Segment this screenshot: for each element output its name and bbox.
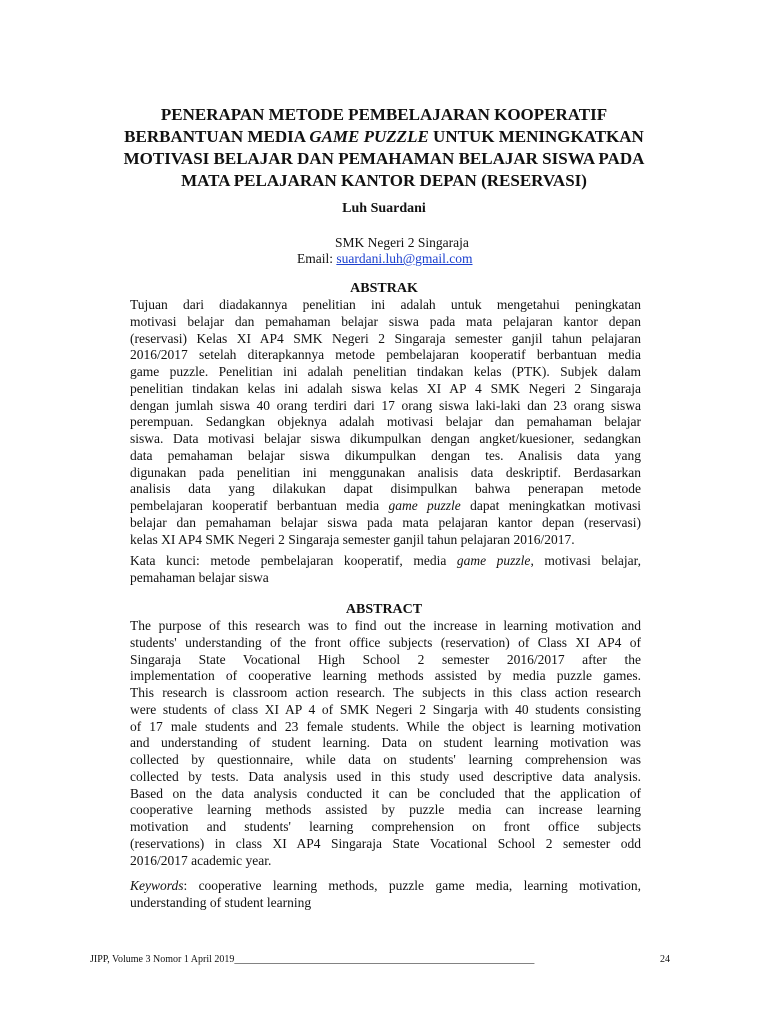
title-line (90, 148, 678, 170)
text-line: cooperative learning methods assisted by puzzle media can increase learning (130, 802, 641, 818)
title-text: UNTUK MENINGKATKAN (428, 127, 644, 146)
text-line: Singaraja State Vocational High School 2 semester 2016/2017 after the (130, 651, 641, 667)
text-line: understanding of student learning (130, 894, 312, 910)
email-line (297, 250, 473, 267)
text-line: (reservasi) Kelas XI AP4 SMK Negeri 2 Singaraja semester ganjil tahun pelajaran (130, 330, 641, 346)
title-line (90, 104, 678, 126)
title-text: PENERAPAN METODE PEMBELAJARAN KOOPERATIF (160, 105, 608, 124)
text-line: dengan jumlah siswa 40 orang terdiri dari 17 orang siswa laki-laki dan 23 orang siswa (130, 397, 641, 413)
text-line: of 17 male students and 23 female students. While the object is learning motivation (130, 718, 641, 734)
italic-term: game puzzle (388, 498, 461, 513)
email-link[interactable]: suardani.luh@gmail.com (336, 251, 473, 266)
journal-info: JIPP, Volume 3 Nomor 1 April 2019____________________________________________________________ (90, 954, 535, 965)
text-line: Based on the data analysis conducted it can be concluded that the application of (130, 785, 641, 801)
text-line: kelas XI AP4 SMK Negeri 2 Singaraja semester ganjil tahun pelajaran 2016/2017. (130, 531, 575, 547)
italic-term: game puzzle (456, 553, 531, 568)
text-line: collected by questionnaire, while data on students' learning comprehension was (130, 752, 641, 767)
text-line: perempuan. Sedangkan objeknya adalah motivasi belajar dan pemahaman belajar (130, 414, 641, 430)
title-text: BERBANTUAN MEDIA (124, 127, 310, 146)
title-line (90, 126, 678, 148)
text-line: analisis data yang dilakukan dapat disimpulkan bahwa penerapan metode (130, 481, 641, 497)
text-line: collected by tests. Data analysis used in this study used descriptive data analysis. (130, 768, 641, 784)
text-line: This research is classroom action research. The subjects in this class action research (130, 685, 641, 700)
text-line: implementation of cooperative learning methods assisted by media puzzle games. (130, 668, 641, 684)
text-line: motivation and students' learning comprehension on front office subjects (130, 819, 641, 834)
email-label: Email: (297, 251, 337, 266)
abstrak-keywords (130, 553, 641, 587)
text-line: motivasi belajar dan pemahaman belajar siswa pada mata pelajaran kantor depan (130, 313, 641, 329)
title-line (90, 170, 678, 192)
text-line: and understanding of student learning. Data on student learning motivation was (130, 735, 641, 751)
italic-term: Keywords (130, 878, 184, 893)
text-line: Tujuan dari diadakannya penelitian ini adalah untuk mengetahui peningkatan (130, 297, 641, 312)
text-line: 2016/2017 academic year. (130, 852, 272, 868)
title-text: MOTIVASI BELAJAR DAN PEMAHAMAN BELAJAR SISWA PADA (123, 149, 645, 168)
text-line: siswa. Data motivasi belajar siswa dikumpulkan dengan angket/kuesioner, sedangkan (130, 431, 641, 446)
text-line: game puzzle. Penelitian ini adalah penelitian tindakan kelas (PTK). Subjek dalam (130, 364, 641, 379)
author-name: Luh Suardani (342, 201, 426, 216)
text-line: were students of class XI AP 4 of SMK Negeri 2 Singarja with 40 students consisting (130, 701, 641, 717)
text-line: pemahaman belajar siswa (130, 569, 269, 585)
text-line: belajar dan pemahaman belajar siswa pada mata pelajaran kantor depan (reservasi) (130, 514, 641, 530)
page-number: 24 (660, 954, 670, 965)
text-line: The purpose of this research was to find out the increase in learning motivation and (130, 618, 641, 633)
text-line: Keywords: cooperative learning methods, puzzle game media, learning motivation, (130, 878, 641, 893)
text-line: students' understanding of the front office subjects (reservation) of Class XI AP4 of (130, 634, 641, 650)
title-text: MATA PELAJARAN KANTOR DEPAN (RESERVASI) (181, 171, 587, 190)
paper-title (90, 104, 678, 192)
text-line: pembelajaran kooperatif berbantuan media game puzzle dapat meningkatkan motivasi (130, 498, 641, 513)
text-line: data pemahaman belajar siswa dikumpulkan dengan tes. Analisis data yang (130, 447, 641, 463)
text-line: Kata kunci: metode pembelajaran kooperatif, media game puzzle, motivasi belajar, (130, 553, 641, 568)
abstract-keywords (130, 878, 641, 912)
text-line: digunakan pada penelitian ini menggunakan analisis data deskriptif. Berdasarkan (130, 464, 641, 480)
institution: SMK Negeri 2 Singaraja (335, 235, 469, 250)
abstract-heading: ABSTRACT (345, 602, 423, 617)
title-italic-text: GAME PUZZLE (309, 127, 429, 146)
text-line: 2016/2017 setelah diterapkannya metode pembelajaran kooperatif berbantuan media (130, 347, 641, 363)
text-line: penelitian tindakan kelas ini adalah siswa kelas XI AP 4 SMK Negeri 2 Singaraja (130, 380, 641, 396)
text-line: (reservations) in class XI AP4 Singaraja State Vocational School 2 semester odd (130, 835, 641, 851)
abstrak-heading: ABSTRAK (350, 281, 418, 296)
abstract-body (130, 618, 641, 869)
abstrak-body (130, 297, 641, 548)
